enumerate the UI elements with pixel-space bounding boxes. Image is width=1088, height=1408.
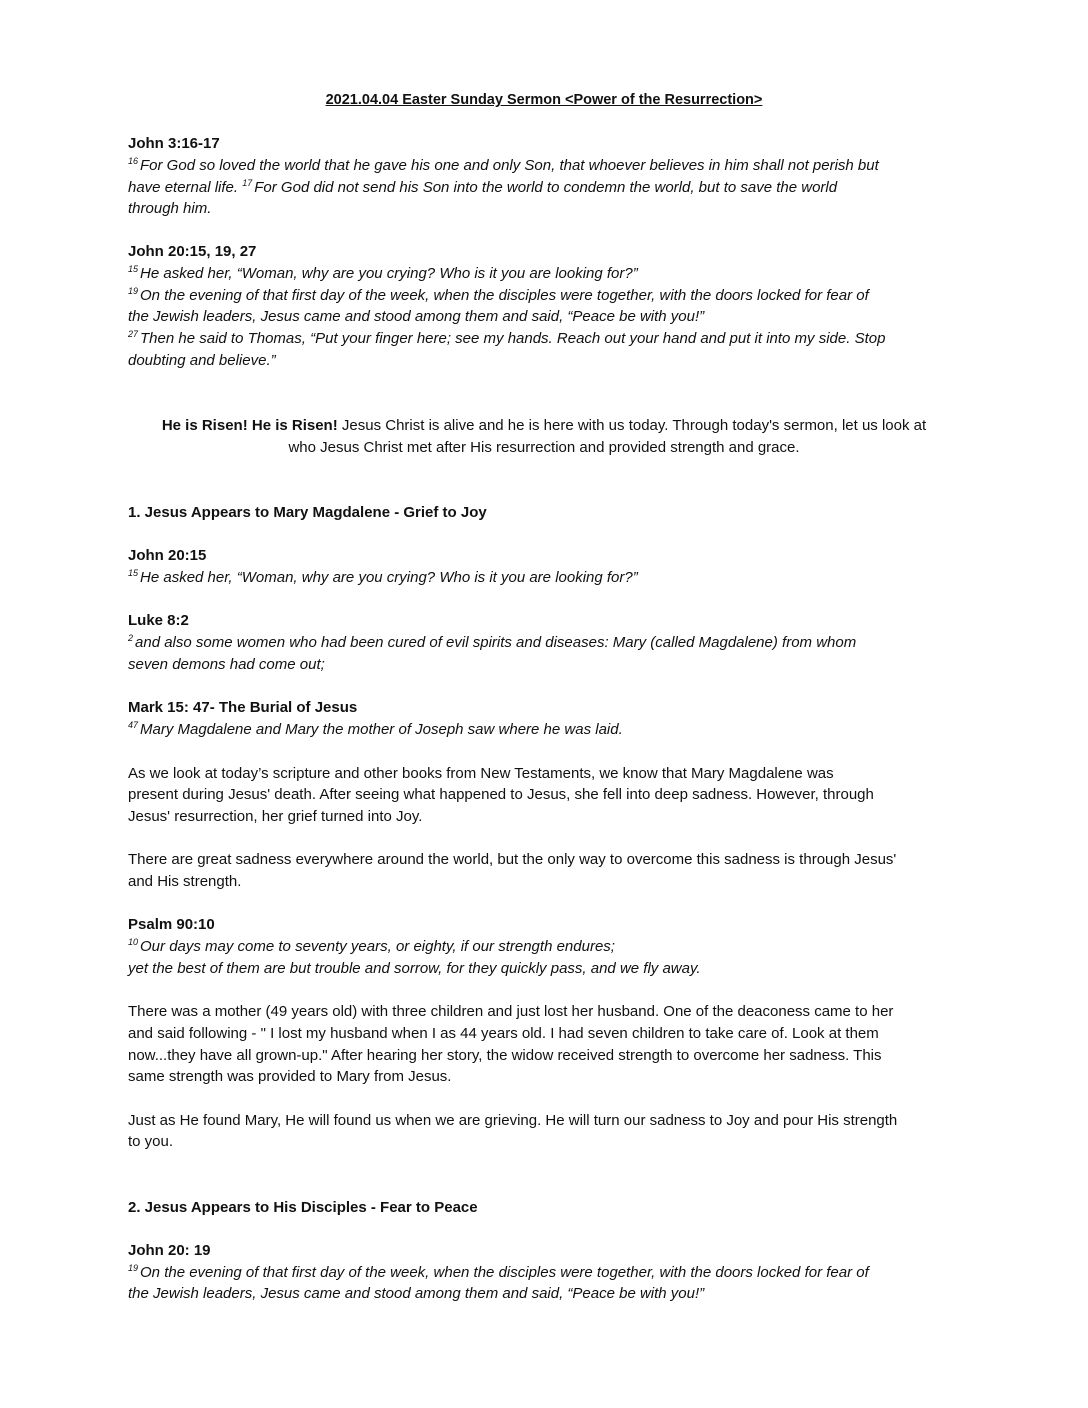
- verse-line: [128, 155, 879, 176]
- verse-text: On the evening of that first day of the week, when the disciples were together, with the doors locked for fear of: [140, 287, 869, 304]
- verse-text: On the evening of that first day of the week, when the disciples were together, with the doors locked for fear of: [140, 1264, 869, 1281]
- verse-line: [128, 719, 623, 740]
- section-heading: 2. Jesus Appears to His Disciples - Fear to Peace: [128, 1199, 478, 1216]
- verse-number: 16: [128, 156, 139, 166]
- scripture-reference: John 20:15, 19, 27: [128, 243, 257, 260]
- verse-text: He asked her, “Woman, why are you crying? Who is it you are looking for?”: [140, 265, 638, 282]
- verse-number: 27: [128, 329, 139, 339]
- scripture-reference: John 20: 19: [128, 1242, 211, 1259]
- verse-line: seven demons had come out;: [128, 656, 325, 673]
- verse-line: [128, 567, 638, 588]
- verse-text: Mary Magdalene and Mary the mother of Joseph saw where he was laid.: [140, 721, 623, 738]
- verse-number: 17: [242, 178, 253, 188]
- verse-text: For God did not send his Son into the world to condemn the world, but to save the world: [254, 179, 838, 196]
- verse-line: [128, 936, 615, 957]
- verse-number: 10: [128, 937, 139, 947]
- verse-number: 19: [128, 1263, 139, 1273]
- section-heading: 1. Jesus Appears to Mary Magdalene - Grief to Joy: [128, 504, 487, 521]
- intro-line: [0, 415, 1088, 436]
- body-line: same strength was provided to Mary from Jesus.: [128, 1068, 452, 1085]
- intro-text: Jesus Christ is alive and he is here with us today. Through today's sermon, let us look at: [337, 417, 927, 434]
- intro-emphasis: He is Risen! He is Risen!: [161, 417, 338, 434]
- verse-line: yet the best of them are but trouble and sorrow, for they quickly pass, and we fly away.: [128, 960, 701, 977]
- body-line: Jesus' resurrection, her grief turned into Joy.: [128, 808, 423, 825]
- verse-line: [128, 177, 837, 198]
- body-line: As we look at today’s scripture and other books from New Testaments, we know that Mary Magdalene was: [128, 765, 834, 782]
- body-line: There was a mother (49 years old) with three children and just lost her husband. One of the deaconess came to her: [128, 1003, 894, 1020]
- body-line: to you.: [128, 1133, 174, 1150]
- verse-line: [128, 1262, 869, 1283]
- intro-line: who Jesus Christ met after His resurrection and provided strength and grace.: [288, 439, 800, 456]
- verse-line: [128, 632, 856, 653]
- verse-number: 15: [128, 264, 139, 274]
- scripture-reference: Mark 15: 47- The Burial of Jesus: [128, 699, 358, 716]
- verse-text: Our days may come to seventy years, or eighty, if our strength endures;: [140, 938, 615, 955]
- scripture-reference: John 3:16-17: [128, 135, 220, 152]
- verse-line: the Jewish leaders, Jesus came and stood among them and said, “Peace be with you!”: [128, 1285, 705, 1302]
- verse-text: and also some women who had been cured of evil spirits and diseases: Mary (called Magdalene) from whom: [135, 634, 857, 651]
- verse-number: 15: [128, 568, 139, 578]
- verse-text: have eternal life.: [128, 179, 239, 196]
- body-line: There are great sadness everywhere around the world, but the only way to overcome this sadness is through Jesus': [128, 851, 897, 868]
- body-line: now...they have all grown-up." After hearing her story, the widow received strength to overcome her sadness. This: [128, 1047, 882, 1064]
- body-line: Just as He found Mary, He will found us when we are grieving. He will turn our sadness to Joy and pour His strength: [128, 1112, 898, 1129]
- body-line: and His strength.: [128, 873, 242, 890]
- verse-line: through him.: [128, 200, 212, 217]
- verse-number: 2: [128, 633, 134, 643]
- verse-line: the Jewish leaders, Jesus came and stood among them and said, “Peace be with you!”: [128, 308, 705, 325]
- verse-line: [128, 263, 638, 284]
- verse-text: Then he said to Thomas, “Put your finger here; see my hands. Reach out your hand and put it into my side. Stop: [140, 330, 886, 347]
- page-title: 2021.04.04 Easter Sunday Sermon <Power of the Resurrection>: [325, 92, 763, 108]
- body-line: present during Jesus' death. After seeing what happened to Jesus, she fell into deep sadness. However, through: [128, 786, 874, 803]
- verse-text: For God so loved the world that he gave his one and only Son, that whoever believes in him shall not perish but: [140, 157, 879, 174]
- scripture-reference: John 20:15: [128, 547, 207, 564]
- verse-number: 47: [128, 720, 139, 730]
- verse-text: He asked her, “Woman, why are you crying? Who is it you are looking for?”: [140, 569, 638, 586]
- verse-line: doubting and believe.”: [128, 352, 276, 369]
- verse-line: [128, 285, 869, 306]
- verse-line: [128, 328, 885, 349]
- scripture-reference: Luke 8:2: [128, 612, 189, 629]
- verse-number: 19: [128, 286, 139, 296]
- scripture-reference: Psalm 90:10: [128, 916, 215, 933]
- body-line: and said following - " I lost my husband when I as 44 years old. I had seven children to take care of. Look at them: [128, 1025, 879, 1042]
